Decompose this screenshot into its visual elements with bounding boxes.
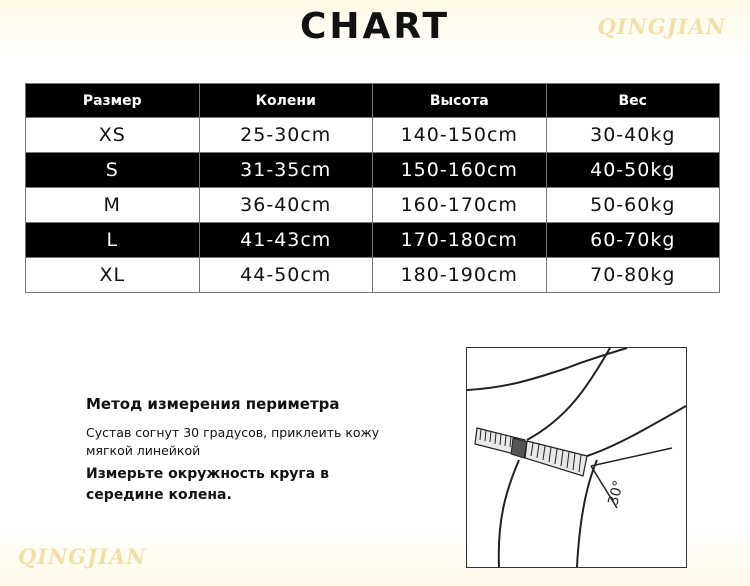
cell-size: S — [26, 153, 200, 188]
table-row — [26, 258, 720, 293]
cell-knee: 44-50cm — [199, 258, 373, 293]
thigh-top-outline — [467, 348, 627, 390]
table-row — [26, 118, 720, 153]
watermark-top: QINGJIAN — [597, 14, 726, 39]
tape-knot — [511, 438, 527, 458]
knee-crease-outline — [527, 348, 610, 440]
cell-knee: 31-35cm — [199, 153, 373, 188]
cell-size: M — [26, 188, 200, 223]
cell-weight: 40-50kg — [546, 153, 720, 188]
method-heading: Метод измерения периметра — [86, 395, 340, 413]
cell-weight: 70-80kg — [546, 258, 720, 293]
knee-drawing — [467, 348, 686, 567]
watermark-bottom: QINGJIAN — [18, 544, 147, 569]
cell-size: XL — [26, 258, 200, 293]
cell-weight: 30-40kg — [546, 118, 720, 153]
cell-height: 150-160cm — [373, 153, 547, 188]
cell-height: 170-180cm — [373, 223, 547, 258]
header-knee: Колени — [199, 84, 373, 118]
cell-height: 140-150cm — [373, 118, 547, 153]
page-title: CHART — [299, 6, 451, 47]
shin-front-outline — [499, 460, 519, 567]
cell-weight: 60-70kg — [546, 223, 720, 258]
cell-weight: 50-60kg — [546, 188, 720, 223]
header-size: Размер — [26, 84, 200, 118]
table-header-row — [26, 84, 720, 118]
header-weight: Вес — [546, 84, 720, 118]
measuring-tape — [475, 428, 587, 476]
cell-knee: 36-40cm — [199, 188, 373, 223]
angle-guide-lines — [591, 448, 672, 508]
header-height: Высота — [373, 84, 547, 118]
size-table — [25, 83, 720, 293]
method-step-2: Измерьте окружность круга в середине колена. — [86, 466, 329, 503]
cell-size: L — [26, 223, 200, 258]
angle-label: 30° — [605, 478, 628, 508]
cell-height: 160-170cm — [373, 188, 547, 223]
calf-outline — [577, 460, 597, 567]
table-row — [26, 153, 720, 188]
knee-illustration — [466, 347, 687, 568]
table-row — [26, 223, 720, 258]
method-step-1: Сустав согнут 30 градусов, приклеить кожу мягкой линейкой — [86, 425, 380, 458]
table-row — [26, 188, 720, 223]
cell-knee: 25-30cm — [199, 118, 373, 153]
cell-height: 180-190cm — [373, 258, 547, 293]
cell-knee: 41-43cm — [199, 223, 373, 258]
measurement-method — [86, 394, 406, 506]
cell-size: XS — [26, 118, 200, 153]
